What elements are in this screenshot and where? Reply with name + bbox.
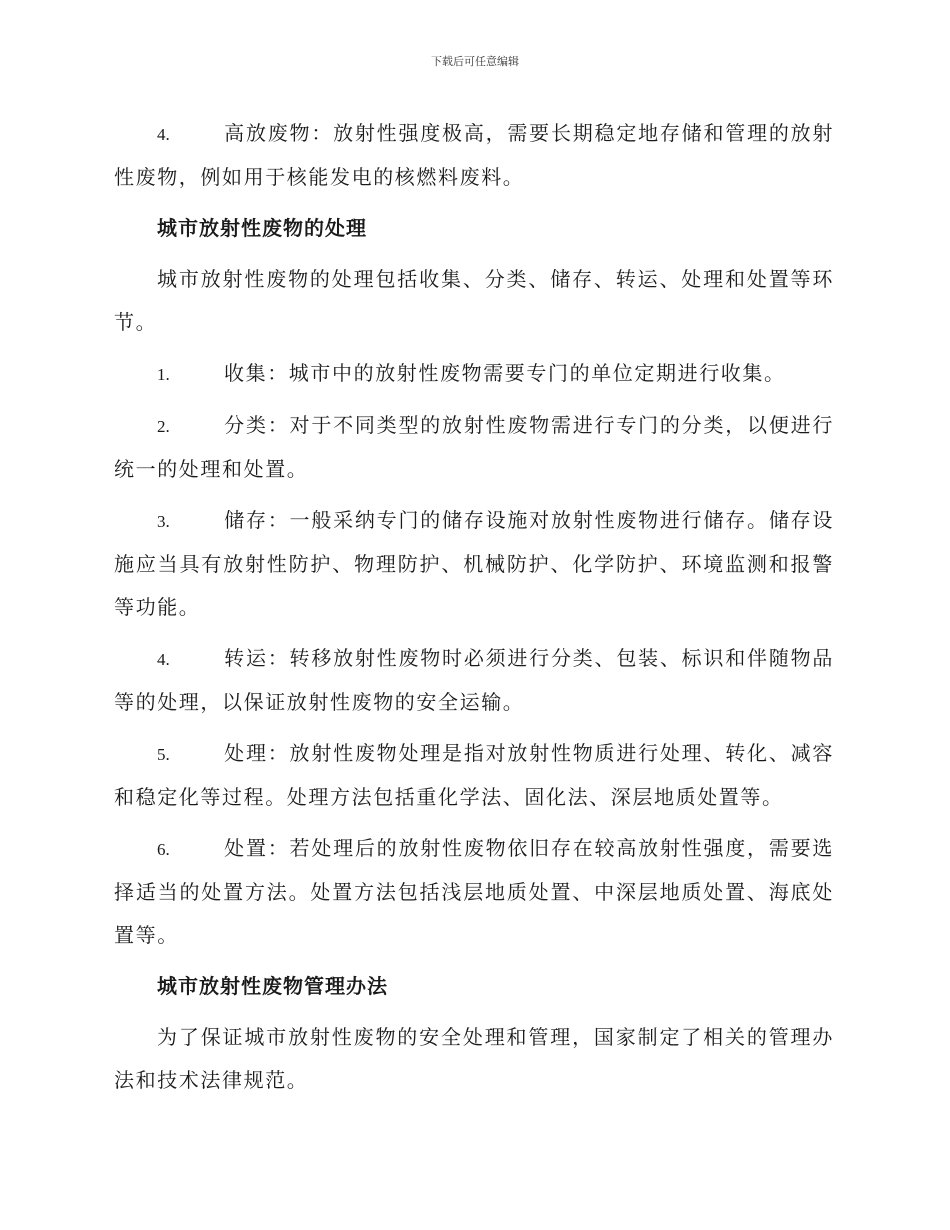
list-item bbox=[114, 352, 834, 396]
document-body bbox=[114, 112, 834, 1110]
list-item-text: 处置：若处理后的放射性废物依旧存在较高放射性强度，需要选择适当的处置方法。处置方法包括浅层地质处置、中深层地质处置、海底处置等。 bbox=[114, 836, 834, 947]
list-item-text: 高放废物：放射性强度极高，需要长期稳定地存储和管理的放射性废物，例如用于核能发电的核燃料废料。 bbox=[114, 121, 834, 189]
section-heading: 城市放射性废物的处理 bbox=[157, 216, 367, 240]
list-item-number: 2. bbox=[157, 417, 170, 436]
list-item bbox=[114, 404, 834, 491]
list-item-number: 6. bbox=[157, 840, 170, 859]
list-item bbox=[114, 499, 834, 629]
list-item bbox=[114, 827, 834, 957]
list-item-number: 3. bbox=[157, 512, 170, 531]
list-item-text: 储存：一般采纳专门的储存设施对放射性废物进行储存。储存设施应当具有放射性防护、物理防护、机械防护、化学防护、环境监测和报警等功能。 bbox=[114, 508, 834, 619]
list-item-text: 收集：城市中的放射性废物需要专门的单位定期进行收集。 bbox=[224, 361, 786, 385]
list-item bbox=[114, 637, 834, 724]
list-item bbox=[114, 732, 834, 819]
paragraph: 城市放射性废物的处理包括收集、分类、储存、转运、处理和处置等环节。 bbox=[114, 267, 834, 334]
list-item-number: 4. bbox=[157, 650, 170, 669]
list-item bbox=[114, 112, 834, 199]
paragraph: 为了保证城市放射性废物的安全处理和管理，国家制定了相关的管理办法和技术法律规范。 bbox=[114, 1025, 834, 1092]
list-item-text: 分类：对于不同类型的放射性废物需进行专门的分类，以便进行统一的处理和处置。 bbox=[114, 413, 834, 481]
list-item-number: 1. bbox=[157, 365, 170, 384]
page-header-note: 下载后可任意编辑 bbox=[431, 55, 519, 68]
list-item-text: 处理：放射性废物处理是指对放射性物质进行处理、转化、减容和稳定化等过程。处理方法包括重化学法、固化法、深层地质处置等。 bbox=[114, 741, 834, 809]
section-heading: 城市放射性废物管理办法 bbox=[157, 974, 388, 998]
list-item-text: 转运：转移放射性废物时必须进行分类、包装、标识和伴随物品等的处理，以保证放射性废物的安全运输。 bbox=[114, 646, 834, 714]
list-item-number: 4. bbox=[157, 125, 170, 144]
list-item-number: 5. bbox=[157, 745, 170, 764]
